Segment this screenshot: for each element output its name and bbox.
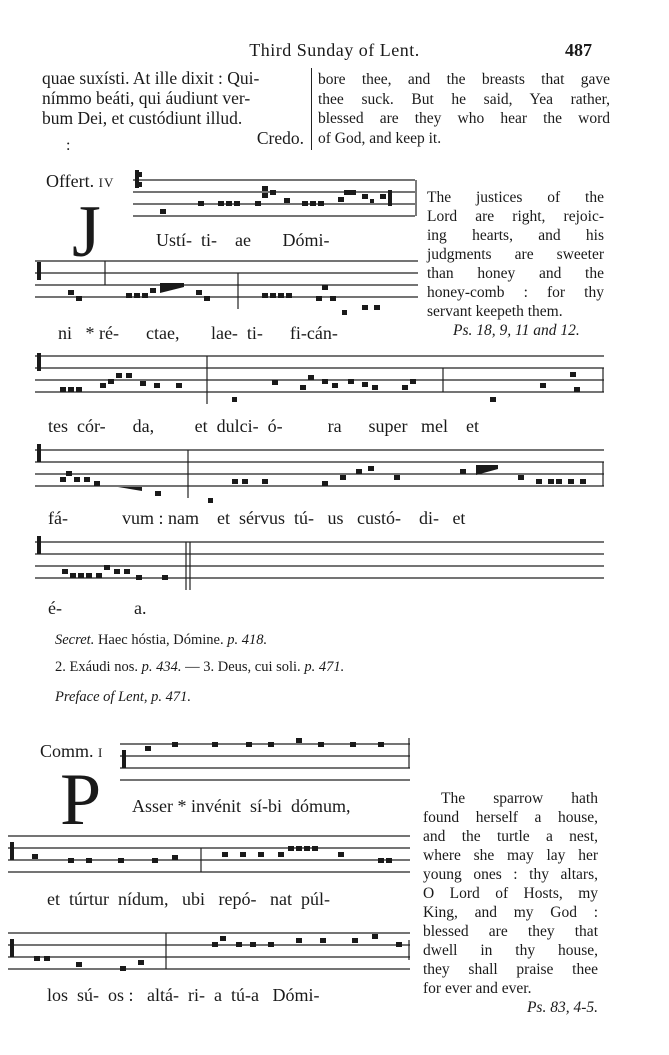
- english-line: young ones : thy altars,: [423, 866, 598, 883]
- lyric-line: ni * ré- ctae, lae- ti- fi-cán-: [58, 323, 338, 343]
- communion-staff-3: [8, 933, 410, 969]
- offertory-staff-5: [35, 542, 604, 590]
- psalm-reference: Ps. 83, 4-5.: [526, 999, 598, 1016]
- english-line: for ever and ever.: [423, 980, 532, 997]
- english-line: ing hearts, and his: [427, 227, 604, 244]
- communion-staff-2: [8, 836, 410, 872]
- english-line: blessed are they who hear the word: [318, 110, 610, 127]
- english-line: blessed are they that: [423, 923, 598, 940]
- latin-line: nímmo beáti, qui áudiunt ver-: [42, 88, 251, 108]
- preface-note: Preface of Lent, p. 471.: [55, 689, 191, 705]
- communion-label: Comm. I: [40, 741, 104, 761]
- offertory-english: [427, 188, 604, 340]
- english-line: bore thee, and the breasts that gave: [318, 71, 610, 88]
- offertory-label: Offert. IV: [46, 171, 115, 191]
- communion-staff-1: [120, 738, 410, 780]
- english-line: and the turtle a nest,: [423, 828, 598, 845]
- english-line: thee suck. But he said, Yea rather,: [318, 90, 610, 108]
- english-line: O Lord of Hosts, my: [423, 885, 598, 902]
- english-line: servant keepeth them.: [427, 303, 563, 320]
- colon-mark: :: [66, 137, 71, 154]
- offertory-staff-4: [35, 450, 604, 498]
- english-line: The sparrow hath: [441, 790, 598, 807]
- latin-line: quae suxísti. At ille dixit : Qui-: [42, 68, 260, 88]
- lyric-line: Asser * invénit sí-bi dómum,: [132, 796, 351, 816]
- english-line: dwell in thy house,: [423, 942, 598, 959]
- english-line: honey-comb : for thy: [427, 284, 604, 301]
- communion-english: [423, 789, 598, 1017]
- english-line: King, and my God :: [423, 904, 598, 921]
- lyric-line: tes cór- da, et dulci- ó- ra super mel et: [48, 416, 480, 436]
- secret-note: Secret. Haec hóstia, Dómine. p. 418.: [55, 632, 268, 648]
- offertory-staff-3: [35, 356, 604, 404]
- english-line: The justices of the: [427, 189, 604, 206]
- english-line: Lord are right, rejoic-: [427, 208, 604, 225]
- running-title: Third Sunday of Lent.: [249, 40, 420, 60]
- communion-initial: P: [60, 759, 102, 841]
- lyric-line: fá- vum : nam et sérvus tú- us custó- di- et: [48, 508, 466, 528]
- english-line: found herself a house,: [423, 809, 598, 826]
- latin-line: bum Dei, et custódiunt illud.: [42, 108, 243, 128]
- lyric-line: et túrtur nídum, ubi repó- nat púl-: [47, 889, 330, 909]
- lyric-line: é- a.: [48, 598, 147, 618]
- english-line: judgments are sweeter: [427, 246, 604, 263]
- credo-rubric: Credo.: [256, 128, 304, 148]
- page-number: 487: [565, 40, 592, 60]
- lyric-line: Ustí- ti- ae Dómi-: [156, 230, 330, 250]
- english-line: where she may lay her: [423, 847, 598, 864]
- english-line: of God, and keep it.: [318, 129, 442, 147]
- lyric-line: los sú- os : altá- ri- a tú-a Dómi-: [47, 985, 320, 1005]
- offertory-initial: J: [72, 191, 101, 273]
- collects-note: 2. Exáudi nos. p. 434. — 3. Deus, cui soli. p. 471.: [55, 659, 345, 675]
- english-line: they shall praise thee: [423, 961, 598, 978]
- offertory-staff-1: [133, 180, 416, 216]
- english-line: than honey and the: [427, 265, 604, 282]
- psalm-reference: Ps. 18, 9, 11 and 12.: [453, 322, 580, 339]
